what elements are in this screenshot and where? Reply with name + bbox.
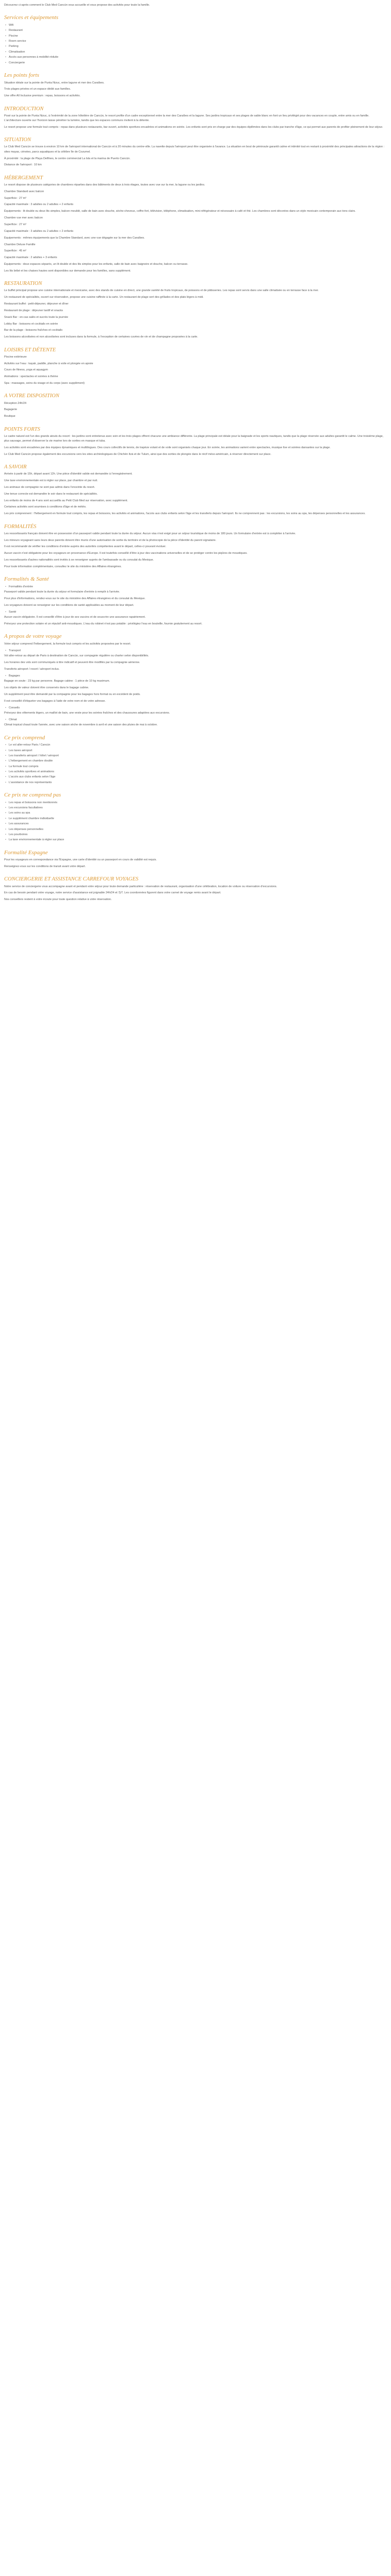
list-item: • Les taxes aéroport [9,749,387,753]
paragraph: Transferts aéroport / resort / aéroport inclus. [4,668,60,671]
list-item: • Conseils [9,706,387,710]
paragraph: Les prix comprennent : l'hébergement en formule tout compris, les repas et boissons, les activités et animations, l'accès aux clubs enfants selon l'âge et les transferts depuis l'aéroport. Ils ne comprennent pas : les excursions, les soins au spa, les dépenses personnelles et les assurances. [4,512,366,516]
paragraph: Pour plus d'informations, rendez-vous sur le site du ministère des Affaires étrangères et du consulat du Mexique. [4,597,145,601]
paragraph: Équipements : deux espaces séparés, un lit double et des lits simples pour les enfants, salle de bain avec baignoire et douche, balcon ou terrasse. [4,263,188,266]
paragraph: En cas de besoin pendant votre voyage, notre service d'assistance est joignable 24h/24 et 7j/7. Les coordonnées figurent dans votre carnet de voyage remis avant le départ. [4,891,221,895]
paragraph: Pour les voyageurs en correspondance via l'Espagne, une carte d'identité ou un passeport en cours de validité est requis. [4,858,157,862]
paragraph: Chambre Deluxe Famille [4,243,36,246]
paragraph: Le resort propose une formule tout compris : repas dans plusieurs restaurants, bar ouvert, activités sportives encadrées et animations en soirée. Les enfants sont pris en charge par des équipes diplômées dans les clubs par tranche d'âge, ce qui permet aux parents de profiter pleinement de leur séjour. [4,125,383,129]
paragraph: Les voyageurs doivent se renseigner sur les conditions de santé applicables au moment de leur départ. [4,604,134,607]
list-item: • Climat [9,718,387,722]
paragraph: Capacité maximale : 3 adultes ou 2 adultes + 2 enfants [4,229,74,233]
paragraph: Équipements : mêmes équipements que la Chambre Standard, avec une vue dégagée sur la mer des Caraïbes. [4,236,145,240]
section-heading: CONCIERGERIE ET ASSISTANCE CARREFOUR VOYAGES [4,876,139,883]
paragraph: Chambre vue mer avec balcon [4,216,43,220]
list-item: • L'hébergement en chambre double [9,759,387,764]
paragraph: Les activités sont encadrées par des équipes dynamiques et multilingues. Des cours collectifs de tennis, de trapèze volant et de voile sont organisés chaque jour. En soirée, les animations varient entre spectacles, musique live et soirées dansantes sur la plage. [4,446,331,449]
list-item: • Les activités sportives et animations [9,770,387,774]
paragraph: Bagagerie [4,408,18,412]
list-item: • Wifi [9,23,387,28]
list-item: • Bagages [9,674,387,679]
paragraph: Passeport valide pendant toute la durée du séjour et formulaire d'entrée à remplir à l'arrivée. [4,590,120,594]
paragraph: Il est conseillé d'étiqueter vos bagages à l'aide de votre nom et de votre adresse. [4,699,106,703]
list-item: • L'accès aux clubs enfants selon l'âge [9,775,387,779]
paragraph: Les animaux de compagnie ne sont pas admis dans l'enceinte du resort. [4,485,95,489]
list-item: • Santé [9,610,387,615]
paragraph: Prévoyez des vêtements légers, un maillot de bain, une veste pour les soirées fraîches et des chaussures adaptées aux excursions. [4,711,170,715]
paragraph: Animations : spectacles et soirées à thème [4,375,58,379]
section-heading: Formalités & Santé [4,576,49,583]
paragraph: Le Club Med Cancún se trouve à environ 10 km de l'aéroport international de Cancún et à 20 minutes du centre-ville. La navette depuis l'aéroport peut être organisée à l'avance. La situation en bout de péninsule garantit calme et intimité tout en restant à proximité des principales attractions de la région : sites mayas, cénotes, parcs aquatiques et la célèbre île de Cozumel. [4,145,385,154]
section-heading: Ce prix comprend [4,734,45,741]
paragraph: Snack Bar : en-cas salés et sucrés toute la journée [4,315,69,319]
list-item: • Les pourboires [9,833,387,837]
section-heading: A VOTRE DISPOSITION [4,393,59,399]
list-item: • Les excursions facultatives [9,806,387,810]
paragraph: Réception 24h/24 [4,401,27,405]
section-heading: A SAVOIR [4,464,27,470]
paragraph: Notre service de conciergerie vous accompagne avant et pendant votre séjour pour toute demande particulière : réservation de restaurant, organisation d'une célébration, location de voiture ou réservation d'excursions. [4,885,278,888]
list-item: • Room service [9,39,387,44]
list-item: • Les repas et boissons non mentionnés [9,801,387,805]
section-heading: Ce prix ne comprend pas [4,792,61,799]
paragraph: Le buffet principal propose une cuisine internationale et mexicaine, avec des stands de cuisine en direct, une grande variété de fruits tropicaux, de poissons et de pâtisseries. Les repas sont servis dans une salle climatisée ou en terrasse face à la mer. [4,289,319,293]
list-item: • Les dépenses personnelles [9,827,387,832]
section-heading: Les points forts [4,72,39,78]
paragraph: Le resort dispose de plusieurs catégories de chambres réparties dans des bâtiments de deux à trois étages, toutes avec vue sur la mer, la lagune ou les jardins. [4,183,205,187]
paragraph: À proximité : la plage de Playa Delfines, le centre commercial La Isla et la marina de Puerto Cancún. [4,157,131,160]
paragraph: Nos conseillers restent à votre écoute pour toute question relative à votre réservation. [4,898,112,902]
paragraph: Les enfants de moins de 4 ans sont accueillis au Petit Club Med sur réservation, avec supplément. [4,499,128,502]
list-item: • Les soins au spa [9,811,387,816]
list-item: • Transport [9,649,387,653]
paragraph: Renseignez-vous sur les conditions de transit avant votre départ. [4,865,86,869]
content [4,3,387,904]
paragraph: Lobby Bar : boissons et cocktails en soirée [4,322,58,326]
paragraph: Le Club Med Cancún propose également des excursions vers les sites archéologiques de Chichén Itzá et de Tulum, ainsi que des sorties de plongée dans le récif méso-américain, à réserver directement sur place. [4,452,271,456]
paragraph: Bar de la plage : boissons fraîches et cocktails [4,329,63,332]
list-item: • Le supplément chambre individuelle [9,817,387,821]
list-item: • Accès aux personnes à mobilité réduite [9,55,387,60]
list-item: • Le vol aller-retour Paris / Cancún [9,743,387,748]
paragraph: Certaines activités sont soumises à conditions d'âge et de météo. [4,505,87,509]
paragraph: Une taxe environnementale est à régler sur place, par chambre et par nuit. [4,479,98,483]
paragraph: Arrivée à partir de 15h, départ avant 12h. Une pièce d'identité valide est demandée à l'enregistrement. [4,472,133,476]
list-item: • Les assurances [9,822,387,826]
paragraph: Cours de fitness, yoga et aquagym [4,368,48,372]
section-heading: INTRODUCTION [4,106,44,112]
section-heading: FORMALITÉS [4,523,37,530]
paragraph: Les ressortissants français doivent être en possession d'un passeport valide pendant toute la durée du séjour. Aucun visa n'est exigé pour un séjour touristique de moins de 180 jours. Un formulaire d'entrée est à compléter à l'arrivée. [4,532,296,535]
paragraph: Une tenue correcte est demandée le soir dans le restaurant de spécialités. [4,492,98,496]
paragraph: Trois plages privées et un espace dédié aux familles. [4,88,71,91]
paragraph: Il est recommandé de vérifier les conditions d'entrée auprès des autorités compétentes avant le départ, celles-ci pouvant évoluer. [4,545,167,549]
paragraph: Équipements : lit double ou deux lits simples, balcon meublé, salle de bain avec douche, sèche-cheveux, coffre-fort, télévision, téléphone, climatisation, mini-réfrigérateur et nécessaire à café et thé. Les chambres sont décorées dans un style mexicain contemporain aux tons clairs. [4,210,356,213]
paragraph: Spa : massages, soins du visage et du corps (avec supplément) [4,382,85,385]
list-item: • Parking [9,44,387,49]
paragraph: Capacité maximale : 3 adultes ou 2 adultes + 2 enfants [4,203,74,207]
section-heading: Formalité Espagne [4,849,48,856]
paragraph: Distance de l'aéroport : 10 km [4,163,42,167]
section-heading: SITUATION [4,137,31,143]
paragraph: Posé sur la pointe de Punta Nizuc, à l'extrémité de la zone hôtelière de Cancún, le resort profite d'un cadre exceptionnel entre la mer des Caraïbes et la lagune. Ses jardins tropicaux et ses plages de sable blanc en font un lieu privilégié pour des vacances en couple, entre amis ou en famille. L'architecture ouverte sur l'horizon laisse pénétrer la lumière, tandis que les espaces communs invitent à la détente. [4,114,369,123]
paragraph: Bagage en soute : 23 kg par personne. Bagage cabine : 1 pièce de 10 kg maximum. [4,680,110,683]
paragraph: Aucun vaccin obligatoire. Il est conseillé d'être à jour de ses vaccins et de souscrire une assurance rapatriement. [4,616,146,619]
section-heading: HÉBERGEMENT [4,175,43,181]
paragraph: Les mineurs voyageant sans leurs deux parents doivent être munis d'une autorisation de sortie du territoire et de la photocopie de la pièce d'identité du parent signataire. [4,538,217,542]
paragraph: Restaurant de plage : déjeuner tardif et snacks [4,309,63,312]
section-heading: Services et équipements [4,14,59,21]
list-item: • Restaurant [9,28,387,33]
paragraph: Superficie : 27 m² [4,196,27,200]
paragraph: Vol aller-retour au départ de Paris à destination de Cancún, sur compagnie régulière ou charter selon disponibilités. [4,654,149,658]
paragraph: Les lits bébé et les chaises hautes sont disponibles sur demande pour les familles, sans supplément. [4,269,131,273]
paragraph: Superficie : 27 m² [4,223,27,226]
list-item: • La formule tout compris [9,765,387,769]
paragraph: Prévoyez une protection solaire et un répulsif anti-moustiques. L'eau du robinet n'est pas potable : privilégiez l'eau en bouteille, fournie gratuitement au resort. [4,622,203,626]
paragraph: Piscine extérieure [4,355,27,359]
list-item: • Piscine [9,34,387,39]
paragraph: Climat tropical chaud toute l'année, avec une saison sèche de novembre à avril et une saison des pluies de mai à octobre. [4,723,158,727]
section-heading: POINTS FORTS [4,426,40,432]
paragraph: Chambre Standard avec balcon [4,190,44,193]
paragraph: Un supplément peut être demandé par la compagnie pour les bagages hors format ou en excédent de poids. [4,692,141,696]
section-heading: RESTAURATION [4,281,42,287]
paragraph: Les objets de valeur doivent être conservés dans le bagage cabine. [4,686,89,690]
paragraph: Les horaires des vols sont communiqués à titre indicatif et peuvent être modifiés par la compagnie aérienne. [4,661,140,665]
paragraph: Les ressortissants d'autres nationalités sont invités à se renseigner auprès de l'ambassade ou du consulat du Mexique. [4,558,154,562]
list-item: • Conciergerie [9,61,387,65]
paragraph: Une offre All Inclusive premium : repas, boissons et activités. [4,94,80,98]
paragraph: Le cadre naturel est l'un des grands atouts du resort : les jardins sont entretenus avec soin et les trois plages offrent chacune une ambiance différente. La plage principale est idéale pour la baignade et les sports nautiques, tandis que la plage réservée aux adultes garantit le calme. Une troisième plage, plus sauvage, permet d'observer la vie marine lors de sorties en masque et tuba. [4,434,384,443]
section-heading: A propos de votre voyage [4,633,62,640]
paragraph: Les boissons alcoolisées et non alcoolisées sont incluses dans la formule, à l'exception de certaines cuvées de vin et de champagne proposées à la carte. [4,335,198,339]
paragraph: Capacité maximale : 2 adultes + 3 enfants [4,256,57,260]
list-item: • Climatisation [9,50,387,55]
list-item: • L'assistance de nos représentants [9,781,387,785]
intro-text: Découvrez ci-après comment le Club Med Cancún vous accueille et vous propose des activités pour toute la famille. [4,4,150,7]
paragraph: Activités sur l'eau : kayak, paddle, planche à voile et plongée en apnée [4,362,93,365]
list-item: • La taxe environnementale à régler sur place [9,838,387,842]
paragraph: Situation idéale sur la pointe de Punta Nizuc, entre lagune et mer des Caraïbes. [4,81,105,84]
paragraph: Superficie : 45 m² [4,249,27,253]
list-item: • Formalités d'entrée [9,585,387,589]
paragraph: Boutique [4,415,15,418]
section-heading: LOISIRS ET DÉTENTE [4,347,56,353]
paragraph: Votre séjour comprend l'hébergement, la formule tout compris et les activités proposées par le resort. [4,642,131,646]
paragraph: Aucun vaccin n'est obligatoire pour les voyageurs en provenance d'Europe. Il est toutefois conseillé d'être à jour des vaccinations universelles et de se protéger contre les piqûres de moustiques. [4,552,248,555]
paragraph: Pour toute information complémentaire, consultez le site du ministère des Affaires étrangères. [4,565,122,568]
paragraph: Un restaurant de spécialités, ouvert sur réservation, propose une cuisine raffinée à la carte. Un restaurant de plage sert des grillades et des plats légers à midi. [4,296,204,299]
list-item: • Les transferts aéroport / hôtel / aéroport [9,754,387,758]
paragraph: Restaurant buffet : petit-déjeuner, déjeuner et dîner [4,302,69,306]
